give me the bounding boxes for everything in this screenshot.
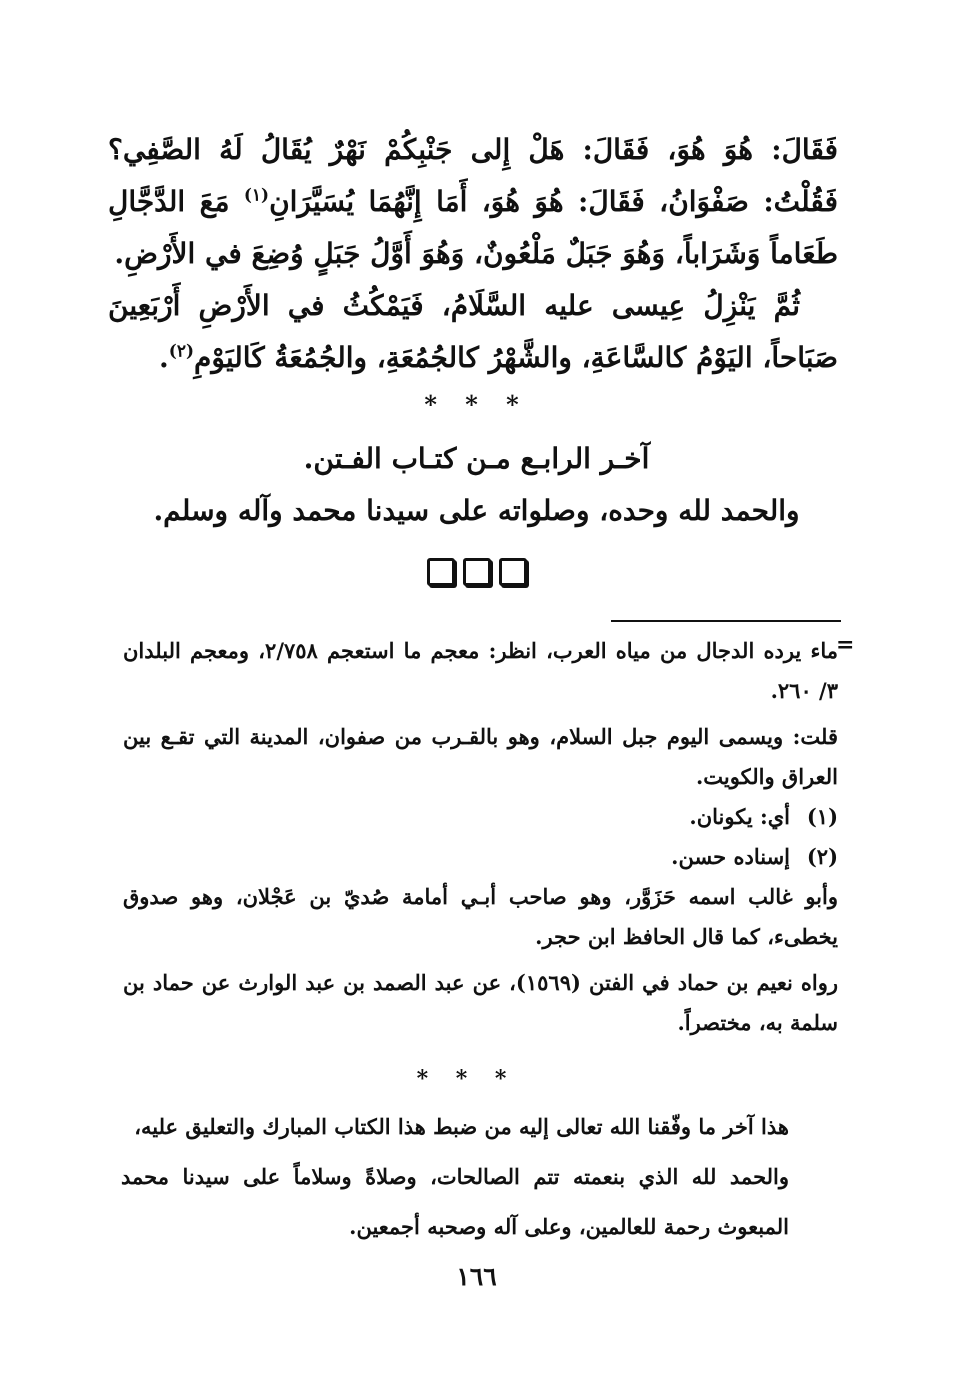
main-text <box>108 124 838 384</box>
main-paragraph-2-text: ثُمَّ يَنْزِلُ عِيسى عليه السَّلَامُ، فَيَمْكُثُ في الأَرْضِ أَرْبَعِينَ صَبَاحاً، اليَوْمُ كالسَّاعَةِ، والشَّهْرُ كالجُمُعَةِ، والجُمُعَةُ كَاليَوْمِ <box>108 289 838 374</box>
footnote-continuation-mark: = <box>836 632 855 658</box>
section-separator: * * * <box>424 390 529 419</box>
closing-text <box>121 1102 789 1252</box>
footnote-number: (٢) <box>806 844 838 869</box>
closing-line-2: والحمد لله الذي بنعمته تتم الصالحات، وصلاةً وسلاماً على سيدنا محمد المبعوث رحمة للعالمين، وعلى آله وصحبه أجمعين. <box>121 1164 789 1239</box>
main-paragraph-1 <box>108 124 838 280</box>
main-paragraph-2 <box>108 280 838 384</box>
ornament-box-icon <box>427 558 455 586</box>
footnote-text: أي: يكونان. <box>689 804 790 829</box>
main-paragraph-1-end: مَعَ الدَّجَّالِ طَعَاماً وَشَرَاباً، وَهُوَ جَبَلٌ مَلْعُونٌ، وَهُوَ أَوَّلُ جَبَلٍ وُضِعَ في الأَرْضِ. <box>108 185 838 270</box>
main-paragraph-1-text: فَقَالَ: هُوَ هُوَ، فَقَالَ: هَلْ إِلى جَنْبِكُمْ نَهْرٌ يُقَالُ لَهُ الصَّفِي؟ فَقُلْتُ: صَفْوَانُ، فَقَالَ: هُوَ هُوَ، أَمَا إِنَّهُمَا يُسَيَّرَانِ <box>108 133 838 218</box>
footnote-divider <box>611 620 841 622</box>
ornament-box-icon <box>463 558 491 586</box>
footnote-number: (١) <box>806 804 838 829</box>
footnotes <box>123 631 838 1043</box>
closing-line-1: هذا آخر ما وفّقنا الله تعالى إليه من ضبط هذا الكتاب المبارك والتعليق عليه، <box>134 1114 789 1139</box>
footnote-editor-note: قلت: ويسمى اليوم جبل السلام، وهو بالقـرب من صفوان، المدينة التي تقـع بين العراق والكويت. <box>123 724 838 789</box>
end-of-part-heading: آخـر الرابـع مـن كتـاب الفـتن. <box>303 442 650 475</box>
footnote-ref-2: (٢) <box>168 341 195 362</box>
main-paragraph-2-end: . <box>159 341 169 374</box>
footnote-text: إسناده حسن. <box>671 844 790 869</box>
closing-separator: * * * <box>416 1066 517 1092</box>
praise-line: والحمد لله وحده، وصلواته على سيدنا محمد وآله وسلم. <box>153 494 800 527</box>
footnote-2-detail: وأبو غالب اسمه حَزَوَّر، وهو صاحب أبـي أمامة صُديّ بن عَجْلان، وهو صدوق يخطىء، كما قال الحافظ ابن حجر. <box>123 884 838 949</box>
footnote-continued-text: ماء يرده الدجال من مياه العرب، انظر: معجم ما استعجم ٢/٧٥٨، ومعجم البلدان ٣/ ٢٦٠. <box>123 638 838 703</box>
ornament-box-icon <box>499 558 527 586</box>
footnote-item <box>123 837 838 877</box>
footnote-2-source: رواه نعيم بن حماد في الفتن (١٥٦٩)، عن عبد الصمد بن عبد الوارث عن حماد بن سلمة به، مختصراً. <box>123 970 838 1035</box>
page-number: ١٦٦ <box>456 1262 497 1291</box>
footnote-ref-1: (١) <box>243 185 270 206</box>
ornament-boxes <box>0 558 953 586</box>
footnote-item <box>123 797 838 837</box>
